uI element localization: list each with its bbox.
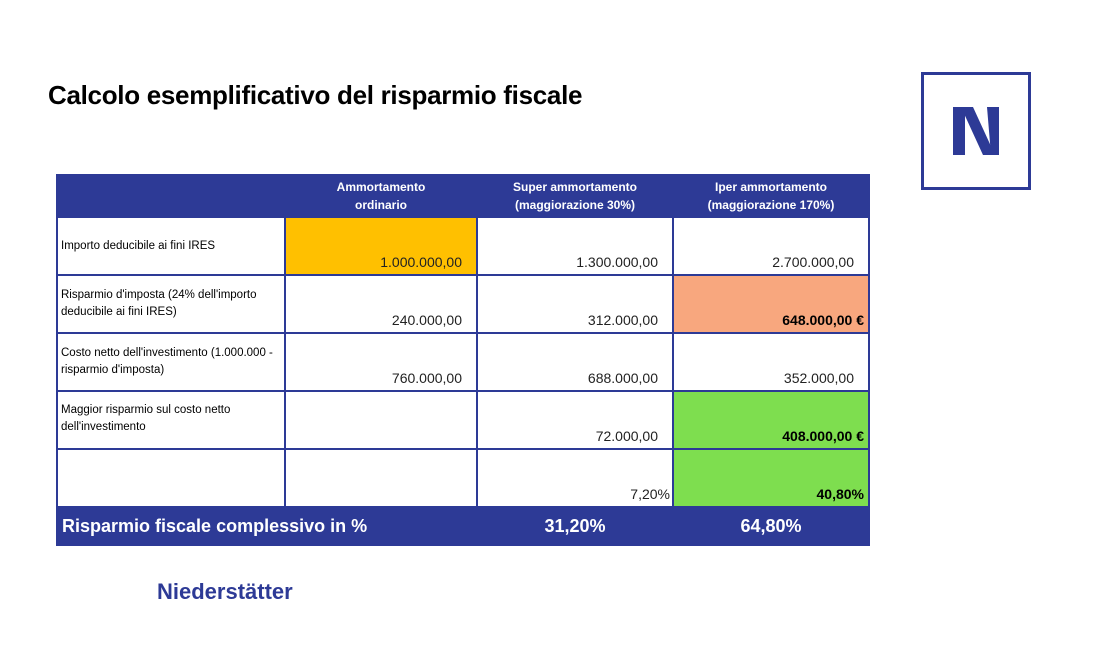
table-row xyxy=(57,333,869,391)
cell-super: 7,20% xyxy=(477,449,673,507)
page-title: Calcolo esemplificativo del risparmio fiscale xyxy=(48,80,583,110)
table-row xyxy=(57,217,869,275)
n-logo-icon xyxy=(951,105,1001,157)
header-iper-label: Iper ammortamento (maggiorazione 170%) xyxy=(707,180,835,212)
row-label: Costo netto dell'investimento (1.000.000 - risparmio d'imposta) xyxy=(57,333,285,391)
row-label xyxy=(57,449,285,507)
cell-iper: 408.000,00 € xyxy=(673,391,869,449)
cell-ordinary xyxy=(285,391,477,449)
table-footer-row xyxy=(57,507,869,545)
cell-super: 312.000,00 xyxy=(477,275,673,333)
cell-super: 688.000,00 xyxy=(477,333,673,391)
cell-ordinary: 240.000,00 xyxy=(285,275,477,333)
cell-ordinary xyxy=(285,449,477,507)
savings-table xyxy=(56,174,870,546)
cell-iper: 2.700.000,00 xyxy=(673,217,869,275)
cell-super: 1.300.000,00 xyxy=(477,217,673,275)
logo xyxy=(921,72,1031,190)
cell-ordinary: 760.000,00 xyxy=(285,333,477,391)
cell-iper: 648.000,00 € xyxy=(673,275,869,333)
cell-iper: 40,80% xyxy=(673,449,869,507)
table-header-row xyxy=(57,175,869,217)
header-cell-blank xyxy=(57,175,285,217)
footer-iper: 64,80% xyxy=(673,507,869,545)
cell-super: 72.000,00 xyxy=(477,391,673,449)
table-row xyxy=(57,391,869,449)
header-super-label: Super ammortamento (maggiorazione 30%) xyxy=(512,180,638,212)
header-ordinary xyxy=(285,175,477,217)
cell-iper: 352.000,00 xyxy=(673,333,869,391)
footer-super: 31,20% xyxy=(477,507,673,545)
cell-ordinary: 1.000.000,00 xyxy=(285,217,477,275)
brand-name: Niederstätter xyxy=(157,579,293,604)
row-label: Risparmio d'imposta (24% dell'importo deducibile ai fini IRES) xyxy=(57,275,285,333)
table-row xyxy=(57,275,869,333)
row-label: Importo deducibile ai fini IRES xyxy=(57,217,285,275)
table-row xyxy=(57,449,869,507)
header-iper xyxy=(673,175,869,217)
header-super xyxy=(477,175,673,217)
footer-label: Risparmio fiscale complessivo in % xyxy=(57,507,477,545)
row-label: Maggior risparmio sul costo netto dell'investimento xyxy=(57,391,285,449)
header-ordinary-label: Ammortamento ordinario xyxy=(336,180,426,212)
